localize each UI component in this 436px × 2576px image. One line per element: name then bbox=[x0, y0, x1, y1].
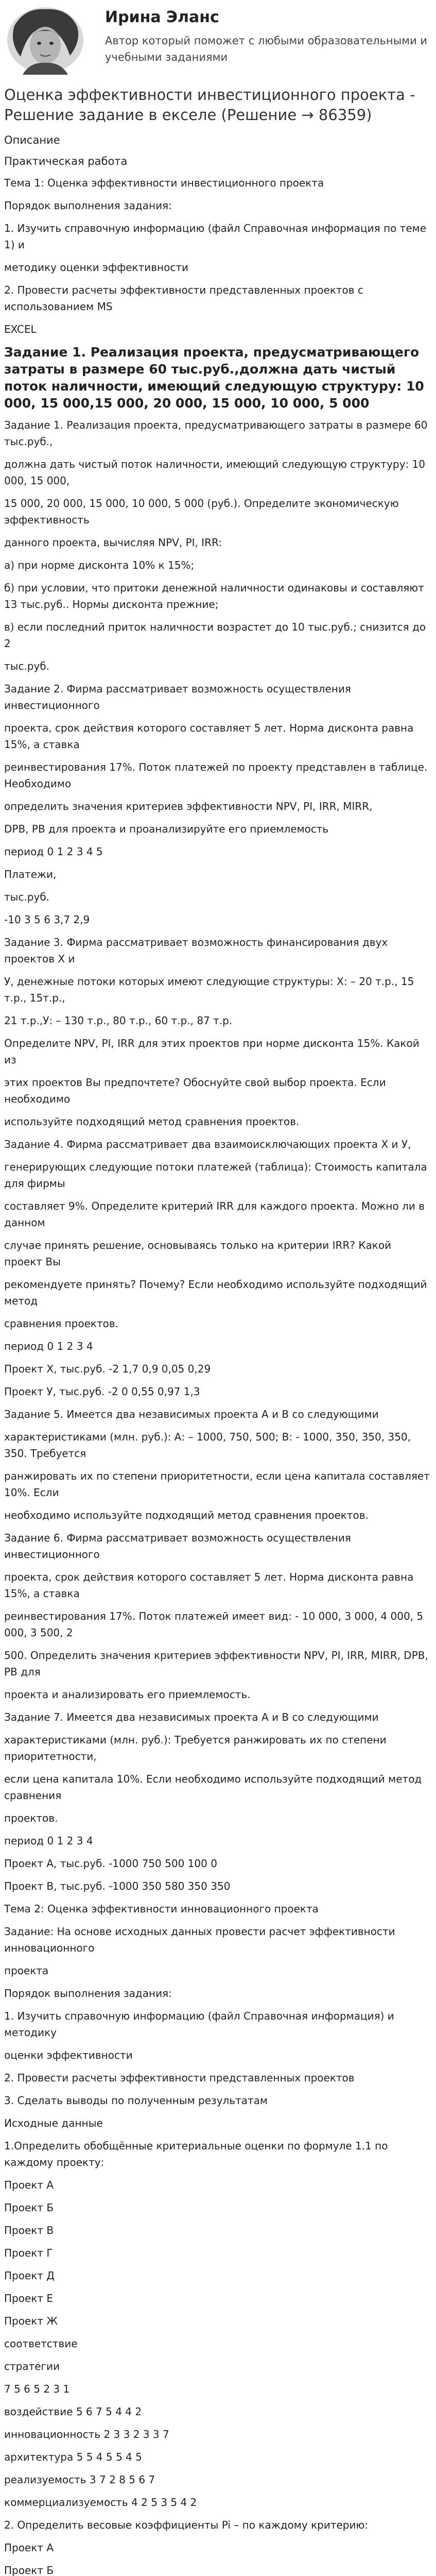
text-line: характеристиками (млн. руб.): Требуется ранжировать их по степени приоритетности, bbox=[4, 1734, 387, 1762]
text-line: период 0 1 2 3 4 bbox=[4, 1340, 93, 1352]
text-line: 2. Провести расчеты эффективности представленных проектов bbox=[4, 2072, 355, 2084]
text-line: Проект В, тыс.руб. -1000 350 580 350 350 bbox=[4, 1880, 231, 1892]
text-line: 2. Провести расчеты эффективности представленных проектов с использованием MS bbox=[4, 284, 363, 313]
text-line: Проект А bbox=[4, 2179, 54, 2191]
text-line: Проект В bbox=[4, 2224, 54, 2236]
text-line: Проект Д bbox=[4, 2269, 55, 2282]
author-description: Автор который поможет с любыми образовательными и учебными заданиями bbox=[105, 35, 428, 63]
text-line: 3. Сделать выводы по полученным результатам bbox=[4, 2094, 268, 2107]
text-line: Задание: На основе исходных данных провести расчет эффективности инновационного bbox=[4, 1925, 395, 1954]
text-line: Тема 1: Оценка эффективности инвестиционного проекта bbox=[4, 177, 324, 189]
text-line: тыс.руб. bbox=[4, 891, 50, 903]
text-line: Платежи, bbox=[4, 868, 57, 880]
text-line: используйте подходящий метод сравнения проектов. bbox=[4, 1115, 300, 1128]
text-line: Тема 2: Оценка эффективности инновационного проекта bbox=[4, 1903, 319, 1915]
text-line: Задание 4. Фирма рассматривает два взаимоисключающих проекта Х и У, bbox=[4, 1138, 411, 1150]
intro-text bbox=[4, 175, 432, 337]
text-line: необходимо используйте подходящий метод сравнения проектов. bbox=[4, 1509, 369, 1521]
text-line: ранжировать их по степени приоритетности, если цена капитала составляет 10%. Если bbox=[4, 1470, 430, 1499]
text-line: 7 5 6 5 2 3 1 bbox=[4, 2383, 70, 2395]
text-line: Задание 7. Имеется два независимых проекта А и В со следующими bbox=[4, 1711, 379, 1723]
description-label: Описание bbox=[4, 134, 60, 146]
text-line: реинвестирования 17%. Поток платежей по проекту представлен в таблице. Необходимо bbox=[4, 761, 428, 790]
text-line: Проект А, тыс.руб. -1000 750 500 100 0 bbox=[4, 1857, 217, 1870]
text-line: реализуемость 3 7 2 8 5 6 7 bbox=[4, 2473, 155, 2486]
text-line: Определите NPV, PI, IRR для этих проектов при норме дисконта 15%. Какой из bbox=[4, 1037, 420, 1066]
text-line: проекта bbox=[4, 1964, 49, 1977]
text-line: 1. Изучить справочную информацию (файл Справочная информация) и методику bbox=[4, 2010, 394, 2039]
text-line: в) если последний приток наличности возрастет до 10 тыс.руб.; снизится до 2 bbox=[4, 621, 426, 650]
text-line: Порядок выполнения задания: bbox=[4, 199, 172, 212]
text-line: а) при норме дисконта 10% к 15%; bbox=[4, 559, 195, 571]
text-line: рекомендуете принять? Почему? Если необходимо используйте подходящий метод bbox=[4, 1278, 427, 1307]
text-line: генерирующих следующие потоки платежей (таблица): Стоимость капитала для фирмы bbox=[4, 1161, 427, 1190]
text-line: определить значения критериев эффективности NPV, PI, IRR, MIRR, bbox=[4, 800, 373, 812]
text-line: 500. Определить значения критериев эффективности NPV, PI, IRR, MIRR, DPB, PB для bbox=[4, 1649, 428, 1678]
text-line: инновационность 2 3 3 2 3 3 7 bbox=[4, 2428, 169, 2441]
text-line: составляет 9%. Определите критерий IRR для каждого проекта. Можно ли в данном bbox=[4, 1200, 425, 1229]
text-line: должна дать чистый поток наличности, имеющий следующую структуру: 10 000, 15 000, bbox=[4, 458, 425, 487]
task-content bbox=[4, 417, 432, 2576]
text-line: архитектура 5 5 4 5 5 4 5 bbox=[4, 2451, 142, 2463]
text-line: сравнения проектов. bbox=[4, 1317, 119, 1330]
text-line: Проект А bbox=[4, 2541, 54, 2554]
text-line: Задание 3. Фирма рассматривает возможность финансирования двух проектов Х и bbox=[4, 936, 388, 965]
text-line: случае принять решение, основываясь только на критерии IRR? Какой проект Вы bbox=[4, 1239, 392, 1268]
text-line: проекта и анализировать его приемлемость. bbox=[4, 1688, 251, 1701]
text-line: Проект Г bbox=[4, 2247, 53, 2259]
text-line: Проект Е bbox=[4, 2292, 53, 2304]
page-title: Оценка эффективности инвестиционного проекта - Решение задание в екселе (Решение → 86359) bbox=[4, 86, 415, 124]
text-line: характеристиками (млн. руб.): А: – 1000, 750, 500; В: - 1000, 350, 350, 350, 350. Требуется bbox=[4, 1431, 411, 1460]
author-block bbox=[4, 5, 432, 75]
text-line: Задание 6. Фирма рассматривает возможность осуществления инвестиционного bbox=[4, 1532, 351, 1561]
text-line: соответствие bbox=[4, 2337, 78, 2350]
text-line: Задание 2. Фирма рассматривает возможность осуществления инвестиционного bbox=[4, 683, 351, 711]
text-line: проекта, срок действия которого составляет 5 лет. Норма дисконта равна 15%, а ставка bbox=[4, 1571, 414, 1600]
text-line: Порядок выполнения задания: bbox=[4, 1987, 172, 1999]
text-line: Задание 1. Реализация проекта, предусматривающего затраты в размере 60 тыс.руб., bbox=[4, 419, 428, 448]
text-line: этих проектов Вы предпочтете? Обоснуйте свой выбор проекта. Если необходимо bbox=[4, 1076, 386, 1105]
text-line: воздействие 5 6 7 5 4 4 2 bbox=[4, 2405, 142, 2418]
task-heading: Задание 1. Реализация проекта, предусматривающего затраты в размере 60 тыс.руб.,должна дать чистый поток наличности, имеющий следующую структуру: 10 000, 15 000,15 000, 20 000, 15 000, 10 000, 5 000 bbox=[4, 345, 424, 411]
text-line: -10 3 5 6 3,7 2,9 bbox=[4, 913, 90, 926]
text-line: 1.Определить обобщённые критериальные оценки по формуле 1.1 по каждому проекту: bbox=[4, 2140, 388, 2168]
text-line: коммерциализуемость 4 2 5 3 5 4 2 bbox=[4, 2496, 197, 2509]
text-line: реинвестирования 17%. Поток платежей имеет вид: - 10 000, 3 000, 4 000, 5 000, 3 500, 2 bbox=[4, 1610, 424, 1639]
text-line: Задание 5. Имеется два независимых проекта А и В со следующими bbox=[4, 1408, 379, 1420]
text-line: данного проекта, вычисляя NPV, PI, IRR: bbox=[4, 536, 222, 549]
text-line: У, денежные потоки которых имеют следующие структуры: Х: – 20 т.р., 15 т.р., 15т.р., bbox=[4, 975, 414, 1004]
text-line: DPB, PB для проекта и проанализируйте его приемлемость bbox=[4, 823, 329, 835]
text-line: тыс.руб. bbox=[4, 660, 50, 672]
text-line: Проект Ж bbox=[4, 2315, 58, 2327]
text-line: стратегии bbox=[4, 2360, 60, 2372]
text-line: период 0 1 2 3 4 5 bbox=[4, 845, 103, 858]
text-line: Проект У, тыс.руб. -2 0 0,55 0,97 1,3 bbox=[4, 1385, 200, 1398]
text-line: Проект Б bbox=[4, 2201, 54, 2214]
author-avatar[interactable] bbox=[4, 5, 86, 75]
text-line: проектов. bbox=[4, 1812, 58, 1824]
text-line: проекта, срок действия которого составляет 5 лет. Норма дисконта равна 15%, а ставка bbox=[4, 722, 414, 751]
text-line: 1. Изучить справочную информацию (файл Справочная информация по теме 1) и bbox=[4, 222, 427, 251]
text-line: методику оценки эффективности bbox=[4, 261, 188, 274]
text-line: если цена капитала 10%. Если необходимо используйте подходящий метод сравнения bbox=[4, 1773, 422, 1802]
text-line: 15 000, 20 000, 15 000, 10 000, 5 000 (руб.). Определите экономическую эффективность bbox=[4, 497, 399, 526]
text-line: Проект Х, тыс.руб. -2 1,7 0,9 0,05 0,29 bbox=[4, 1363, 211, 1375]
text-line: Проект Б bbox=[4, 2564, 54, 2576]
text-line: оценки эффективности bbox=[4, 2049, 133, 2061]
work-type-label: Практическая работа bbox=[4, 155, 128, 167]
text-line: период 0 1 2 3 4 bbox=[4, 1835, 93, 1847]
author-name[interactable]: Ирина Эланс bbox=[105, 8, 219, 26]
text-line: EXCEL bbox=[4, 323, 37, 335]
text-line: 2. Определить весовые коэффициенты Pi – по каждому критерию: bbox=[4, 2519, 369, 2531]
text-line: б) при условии, что притоки денежной наличности одинаковы и составляют 13 тыс.руб.. Нормы дисконта прежние; bbox=[4, 582, 424, 611]
text-line: 21 т.р.,У: – 130 т.р., 80 т.р., 60 т.р., 87 т.р. bbox=[4, 1014, 233, 1027]
text-line: Исходные данные bbox=[4, 2117, 103, 2129]
